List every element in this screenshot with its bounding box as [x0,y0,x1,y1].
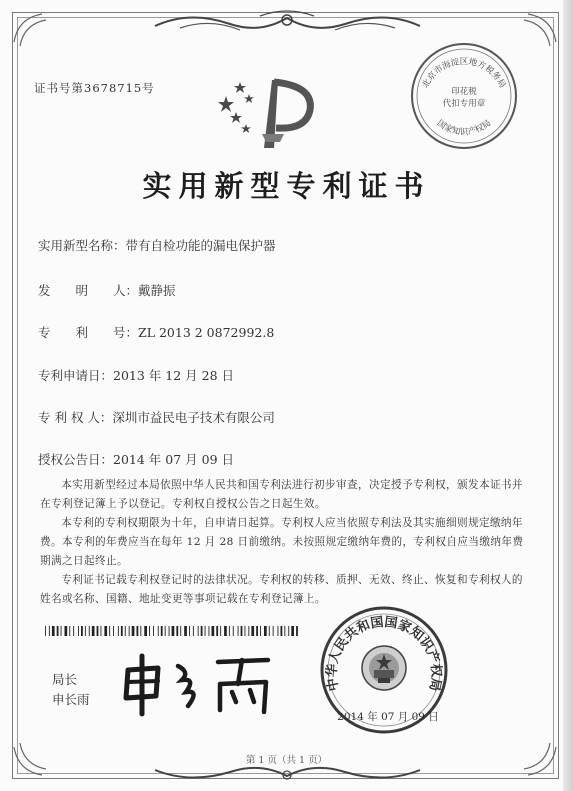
barcode [45,626,300,636]
tax-stamp-seal [408,40,520,152]
inventor-label: 发 明 人： [38,283,139,298]
corner-ornament-tl [12,12,52,52]
seal-date: 2014 年 07 月 09 日 [337,711,439,723]
apply-date-label: 专利申请日： [38,368,114,383]
top-ornament [150,8,425,40]
page-number: 第 1 页（共 1 页） [245,755,328,766]
patent-number-value: ZL 2013 2 0872992.8 [138,325,275,340]
patent-holder-label: 专 利 权 人： [38,410,113,425]
official-seal-ring-text: 中华人民共和国国家知识产权局 [324,614,444,693]
page-title: 实用新型专利证书 [142,169,431,203]
utility-name-value: 带有自检功能的漏电保护器 [125,238,276,253]
certificate-body [40,476,530,609]
tax-seal-bottom-text: 国家知识产权局 [434,118,494,138]
patent-number-row [38,323,274,341]
patent-office-logo [216,72,326,152]
page-edge-shadow [563,0,573,791]
director-name: 申长雨 [52,692,90,707]
body-paragraph-2: 本专利的专利权期限为十年，自申请日起算。专利权人应当依照专利法及其实施细则规定缴纳年费。本专利的年费应当在每年 12 月 28 日前缴纳。未按照规定缴纳年费的，专利权自应当缴纳年费期满之日起终止。 [40,517,524,567]
patent-holder-value: 深圳市益民电子技术有限公司 [112,410,275,425]
body-paragraph-1: 本实用新型经过本局依照中华人民共和国专利法进行初步审查，决定授予专利权，颁发本证书并在专利登记簿上予以登记。专利权自授权公告之日起生效。 [40,479,523,510]
tax-seal-ring-text: 北京市海淀区地方税务局 [420,57,508,90]
director-title: 局长 [52,672,78,687]
apply-date-value: 2013 年 12 月 28 日 [113,368,235,383]
body-paragraph-3: 专利证书记载专利权登记时的法律状况。专利权的转移、质押、无效、终止、恢复和专利权人的姓名或名称、国籍、地址变更等事项记载在专利登记簿上。 [40,574,523,605]
inventor-value: 戴静振 [138,283,176,298]
grant-date-label: 授权公告日： [38,452,114,467]
corner-ornament-tr [518,12,558,52]
grant-date-value: 2014 年 07 月 09 日 [113,452,235,467]
certificate-number: 证书号第3678715号 [34,81,155,95]
apply-date-row [38,366,234,384]
tax-seal-line2: 代扣专用章 [442,99,486,109]
grant-date-row [38,450,234,468]
svg-text:国家知识产权局 [435,118,493,137]
utility-name-label: 实用新型名称： [38,238,126,253]
patent-holder-row [38,408,275,426]
tax-seal-line1: 印花税 [451,87,477,97]
utility-name-row [38,236,276,254]
national-emblem-icon [362,646,406,690]
patent-number-label: 专 利 号： [38,325,139,340]
inventor-row [38,281,176,299]
director-signature [120,648,285,718]
